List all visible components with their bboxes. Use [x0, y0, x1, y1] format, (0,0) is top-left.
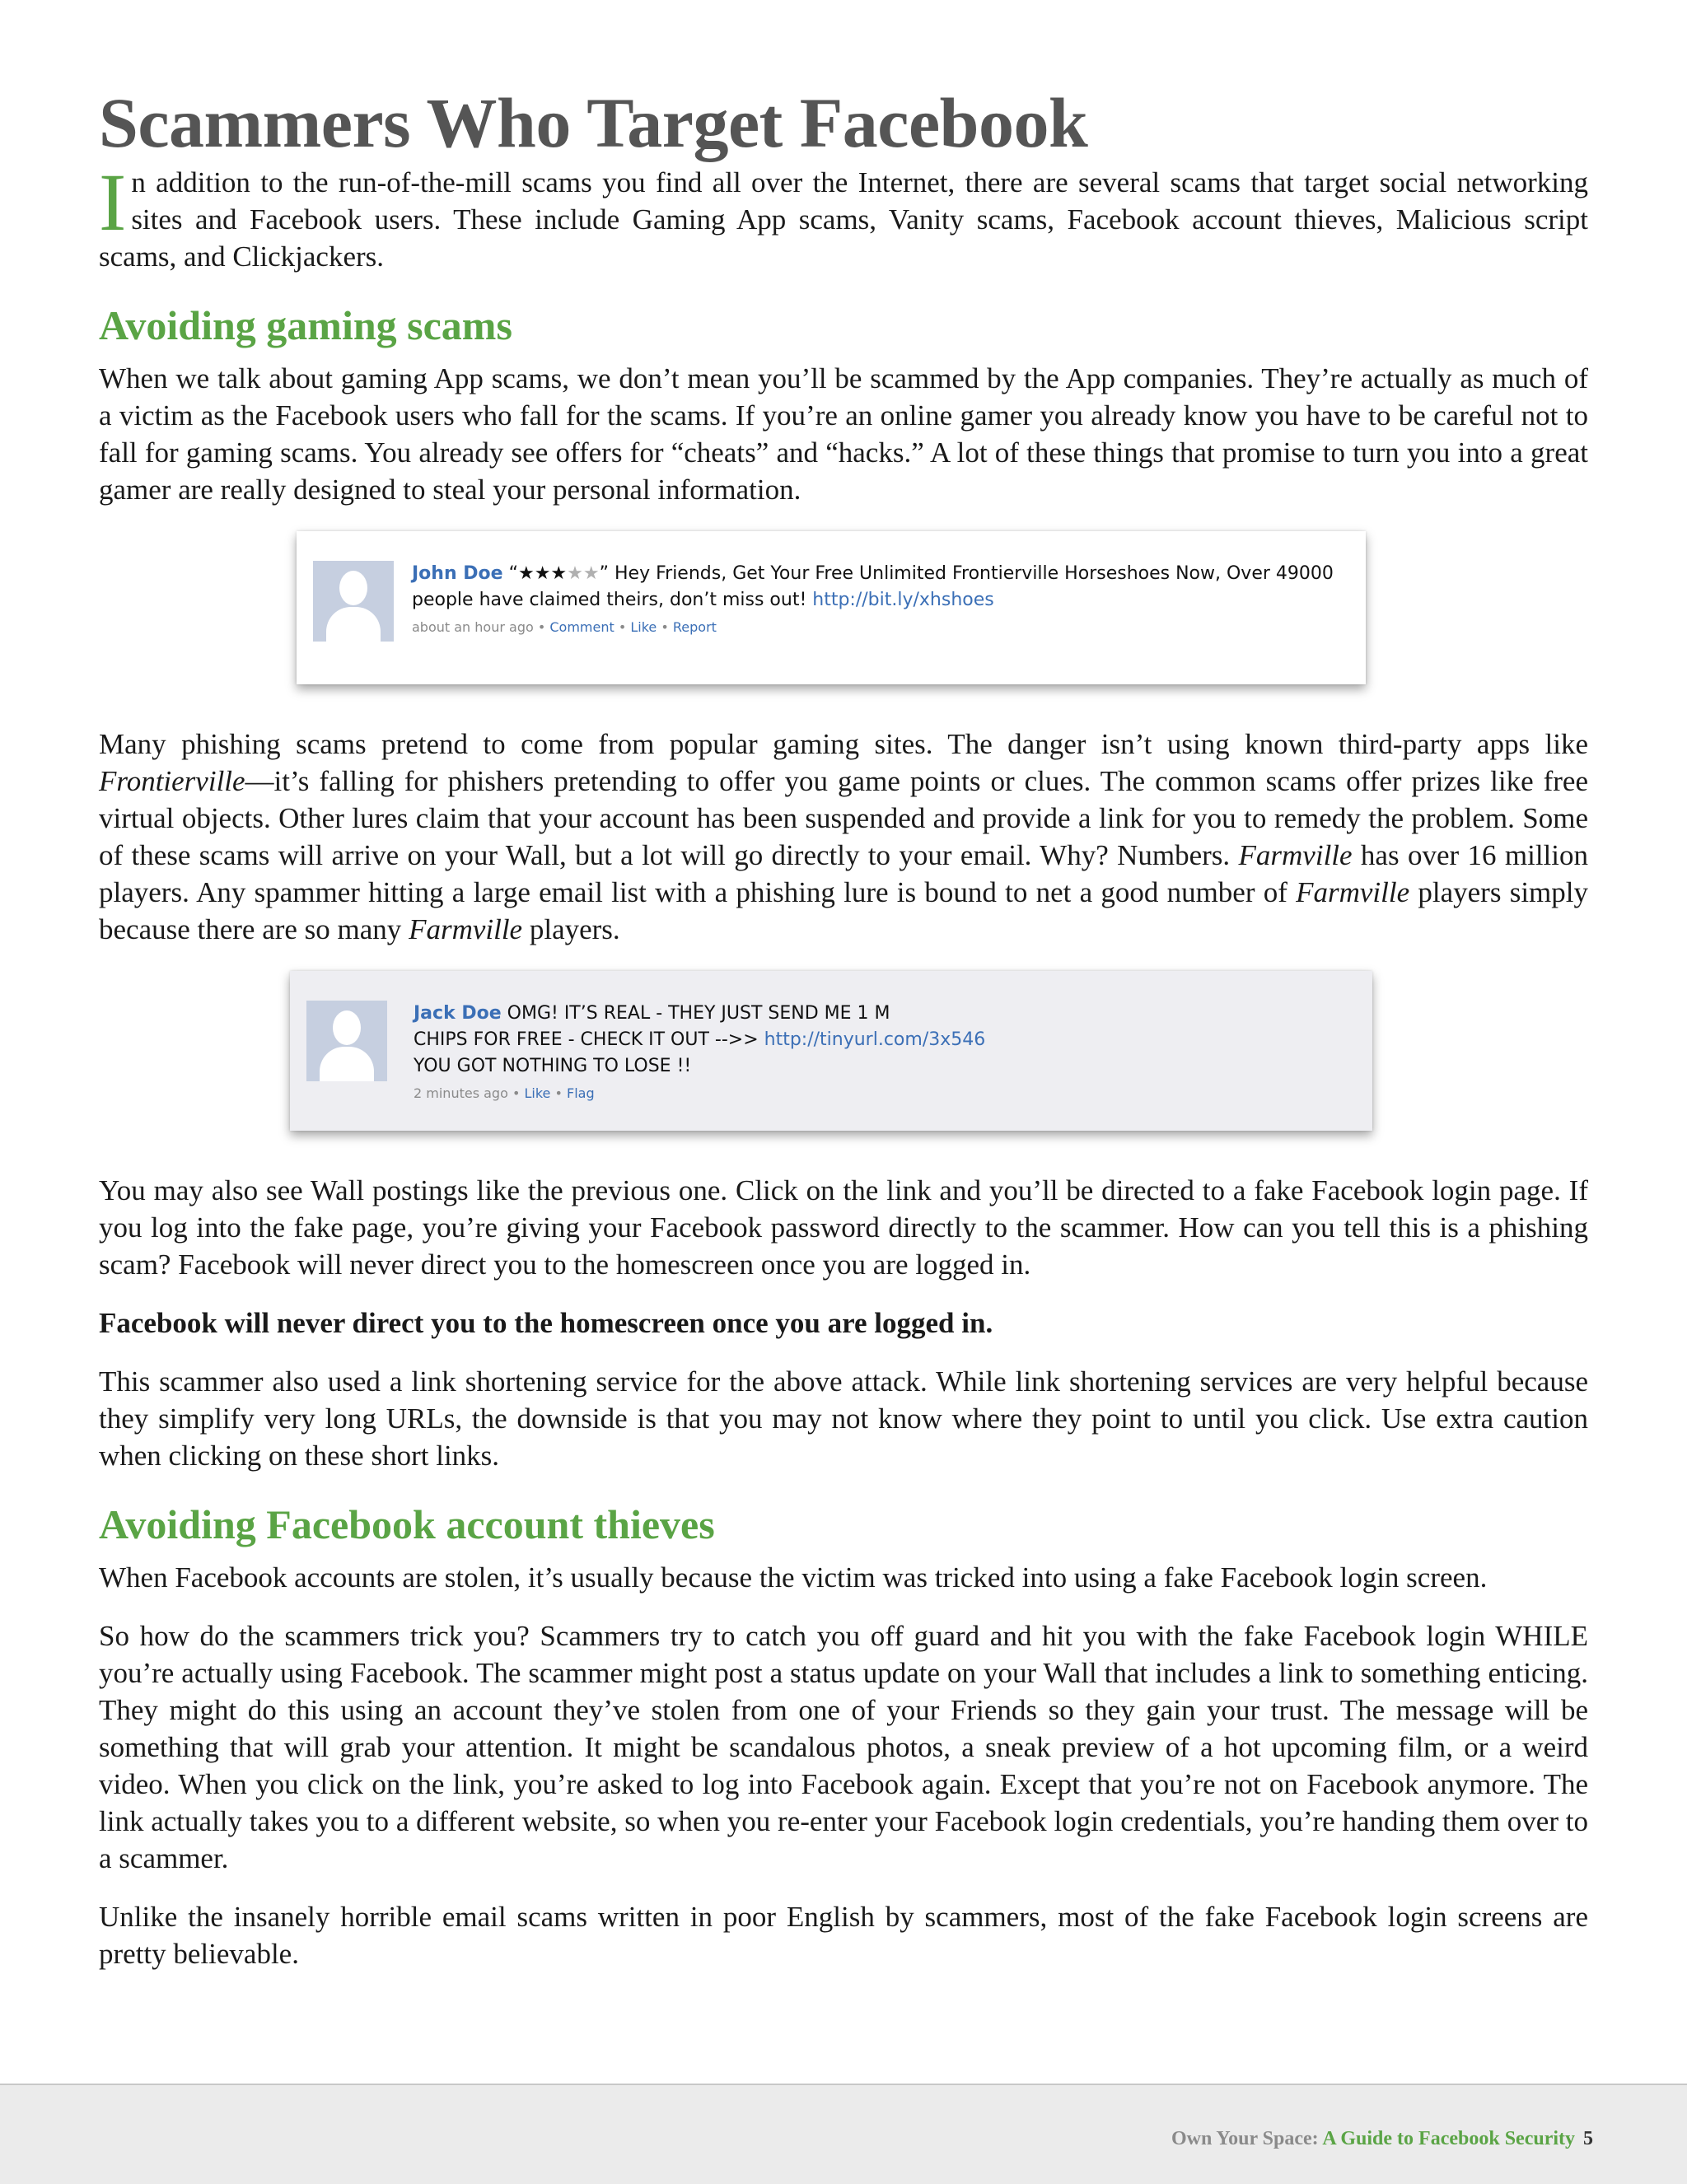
post-line-2: [414, 1027, 1348, 1053]
post-line-1: [414, 1001, 1348, 1027]
gaming-paragraph-4: This scammer also used a link shortening service for the above attack. While link shortening services are very helpful because they simplify very long URLs, the downside is that you may not know where they point to until you click. Use extra caution when clicking on these short links.: [99, 1365, 1588, 1472]
italic-game-name: Farmville: [409, 912, 523, 945]
post-meta: [412, 615, 1341, 640]
like-link[interactable]: Like: [524, 1085, 551, 1101]
section-heading-account-thieves: Avoiding Facebook account thieves: [99, 1500, 715, 1547]
post-text: [412, 561, 1341, 640]
document-page: [99, 82, 1588, 1994]
post-line-3: YOU GOT NOTHING TO LOSE !!: [414, 1055, 692, 1076]
like-link[interactable]: Like: [630, 618, 657, 635]
intro-paragraph: [99, 156, 1588, 275]
text-run: Many phishing scams pretend to come from popular gaming sites. The danger isn’t using known third-party apps like: [99, 727, 1588, 760]
intro-text: n addition to the run-of-the-mill scams you find all over the Internet, there are several scams that target social networking sites and Facebook users. These include Gaming App scams, Vanity scams, Facebook account thieves, Malicious script scams, and Clickjackers.: [99, 166, 1588, 273]
text-run: players simply because there are so many: [99, 875, 1588, 945]
italic-game-name: Farmville: [1238, 838, 1353, 871]
gaming-paragraph-1: When we talk about gaming App scams, we don’t mean you’ll be scammed by the App companies. They’re actually as much of a victim as the Facebook users who fall for the scams. If you’re an online gamer you already know you have to be careful not to fall for gaming scams. You already see offers for “cheats” and “hacks.” A lot of these things that promise to turn you into a great gamer are really designed to steal your personal information.: [99, 362, 1588, 506]
text-run: —it’s falling for phishers pretending to offer you game points or clues. The common scams offer prizes like free virtual objects. Other lures claim that your account has been suspended and provide a link for you to remedy the problem. Some of these scams will arrive on your Wall, but a lot will go directly to your email. Why? Numbers.: [99, 764, 1588, 871]
post-url-link[interactable]: http://tinyurl.com/3x546: [764, 1029, 986, 1050]
post-quote-open: “: [502, 562, 518, 584]
gaming-paragraph-2: [99, 726, 1588, 948]
flag-link[interactable]: Flag: [567, 1085, 595, 1101]
facebook-post-screenshot-2: [290, 971, 1372, 1131]
avatar-head-shape: [333, 1010, 361, 1045]
footer-guide-title: A Guide to Facebook Security: [1322, 2128, 1575, 2149]
footer-brand: Own Your Space:: [1171, 2128, 1323, 2149]
post-timestamp: 2 minutes ago: [414, 1085, 508, 1101]
footer-credit: [1171, 2128, 1593, 2150]
meta-separator: •: [614, 618, 631, 635]
avatar-head-shape: [339, 571, 367, 605]
meta-separator: •: [507, 1085, 525, 1101]
page-number: 5: [1583, 2128, 1593, 2149]
avatar-shoulders-shape: [320, 1047, 374, 1081]
drop-cap: I: [99, 156, 127, 248]
bold-callout: Facebook will never direct you to the homescreen once you are logged in.: [99, 1306, 993, 1339]
thieves-paragraph-3: Unlike the insanely horrible email scams written in poor English by scammers, most of the fake Facebook login screens are pretty believable.: [99, 1900, 1588, 1970]
post-author-link[interactable]: John Doe: [412, 562, 503, 584]
text-run: has over 16 million players. Any spammer hitting a large email list with a phishing lure is bound to net a good number of: [99, 838, 1588, 908]
thieves-paragraph-2: So how do the scammers trick you? Scammers try to catch you off guard and hit you with the fake Facebook login WHILE you’re actually using Facebook. The scammer might post a status update on your Wall that includes a link to something enticing. They might do this using an account they’ve stolen from one of your Friends so they gain your trust. The message will be something that will grab your attention. It might be scandalous photos, a sneak preview of a hot upcoming film, or a weird video. When you click on the link, you’re asked to log into Facebook again. Except that you’re not on Facebook anymore. The link actually takes you to a different website, so when you re-enter your Facebook login credentials, you’re handing them over to a scammer.: [99, 1619, 1588, 1874]
post-body: ” Hey Friends, Get Your Free Unlimited Frontierville Horseshoes Now, Over 49000 people have claimed theirs, don’t miss out!: [412, 562, 1334, 610]
star-rating-filled-icon: ★★★: [517, 562, 568, 584]
post-body-line-2: CHIPS FOR FREE - CHECK IT OUT -->>: [414, 1029, 764, 1050]
section-heading-gaming-scams: Avoiding gaming scams: [99, 301, 512, 348]
post-meta: [414, 1081, 1348, 1106]
comment-link[interactable]: Comment: [549, 618, 615, 635]
post-author-link[interactable]: Jack Doe: [414, 1002, 502, 1024]
thieves-paragraph-1: When Facebook accounts are stolen, it’s usually because the victim was tricked into using a fake Facebook login screen.: [99, 1561, 1488, 1594]
post-text: [414, 1001, 1348, 1106]
italic-game-name: Frontierville: [99, 764, 245, 797]
post-body-line-1: OMG! IT’S REAL - THEY JUST SEND ME 1 M: [501, 1002, 890, 1024]
text-run: players.: [522, 912, 620, 945]
post-url-link[interactable]: http://bit.ly/xhshoes: [812, 589, 994, 610]
report-link[interactable]: Report: [672, 618, 717, 635]
gaming-paragraph-3: You may also see Wall postings like the previous one. Click on the link and you’ll be directed to a fake Facebook login page. If you log into the fake page, you’re giving your Facebook password directly to the scammer. How can you tell this is a phishing scam? Facebook will never direct you to the homescreen once you are logged in.: [99, 1174, 1588, 1281]
page-footer: [0, 2084, 1687, 2184]
facebook-post-screenshot-1: [297, 531, 1366, 684]
avatar: [313, 561, 394, 642]
post-timestamp: about an hour ago: [412, 618, 534, 635]
meta-separator: •: [657, 618, 673, 635]
page-title: Scammers Who Target Facebook: [99, 83, 1088, 162]
avatar-shoulders-shape: [326, 607, 381, 642]
star-rating-empty-icon: ★★: [567, 562, 600, 584]
meta-separator: •: [533, 618, 550, 635]
italic-game-name: Farmville: [1296, 875, 1410, 908]
avatar: [306, 1001, 387, 1081]
meta-separator: •: [550, 1085, 567, 1101]
